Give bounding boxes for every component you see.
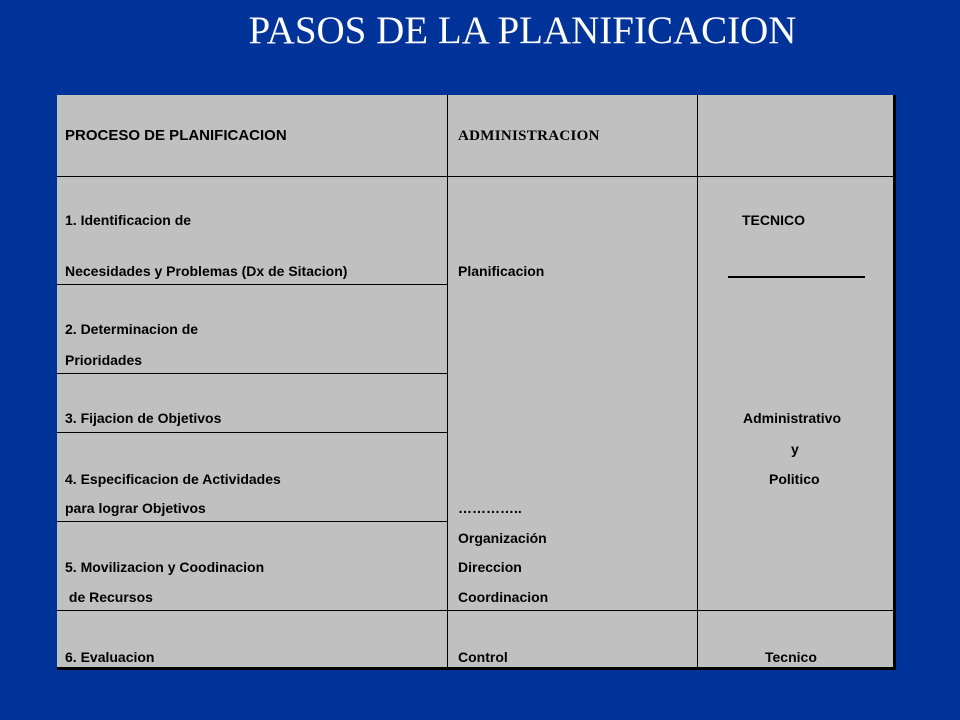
step-1-line-1: 1. Identificacion de <box>65 212 192 228</box>
row-divider <box>57 284 447 285</box>
step-1-line-2: Necesidades y Problemas (Dx de Sitacion) <box>65 263 348 279</box>
label-y: y <box>791 441 799 457</box>
row-divider <box>57 432 447 433</box>
column-divider <box>697 95 698 670</box>
header-administracion: ADMINISTRACION <box>458 128 600 144</box>
step-4-line-2: para lograr Objetivos <box>65 500 206 516</box>
label-tecnico-bottom: Tecnico <box>765 649 817 665</box>
planning-table <box>57 95 896 670</box>
label-planificacion: Planificacion <box>458 263 545 279</box>
row-divider <box>57 373 447 374</box>
header-proceso: PROCESO DE PLANIFICACION <box>65 127 287 144</box>
step-4-line-1: 4. Especificacion de Actividades <box>65 471 281 487</box>
step-5-line-1: 5. Movilizacion y Coodinacion <box>65 559 265 575</box>
row-divider <box>57 176 896 177</box>
label-administrativo: Administrativo <box>743 410 842 426</box>
label-coordinacion: Coordinacion <box>458 589 549 605</box>
step-2-line-2: Prioridades <box>65 352 143 368</box>
step-6: 6. Evaluacion <box>65 649 155 665</box>
step-5-line-2: de Recursos <box>65 589 153 605</box>
label-direccion: Direccion <box>458 559 522 575</box>
label-tecnico-top: TECNICO <box>742 212 805 228</box>
slide-title: PASOS DE LA PLANIFICACION <box>248 9 797 52</box>
row-divider <box>57 610 896 611</box>
label-dots: ………….. <box>458 500 522 516</box>
column-divider <box>447 95 448 670</box>
label-politico: Politico <box>769 471 820 487</box>
separator-underline <box>728 276 865 278</box>
step-3: 3. Fijacion de Objetivos <box>65 410 222 426</box>
label-control: Control <box>458 649 508 665</box>
step-2-line-1: 2. Determinacion de <box>65 321 199 337</box>
label-organizacion: Organización <box>458 530 547 546</box>
row-divider <box>57 521 447 522</box>
